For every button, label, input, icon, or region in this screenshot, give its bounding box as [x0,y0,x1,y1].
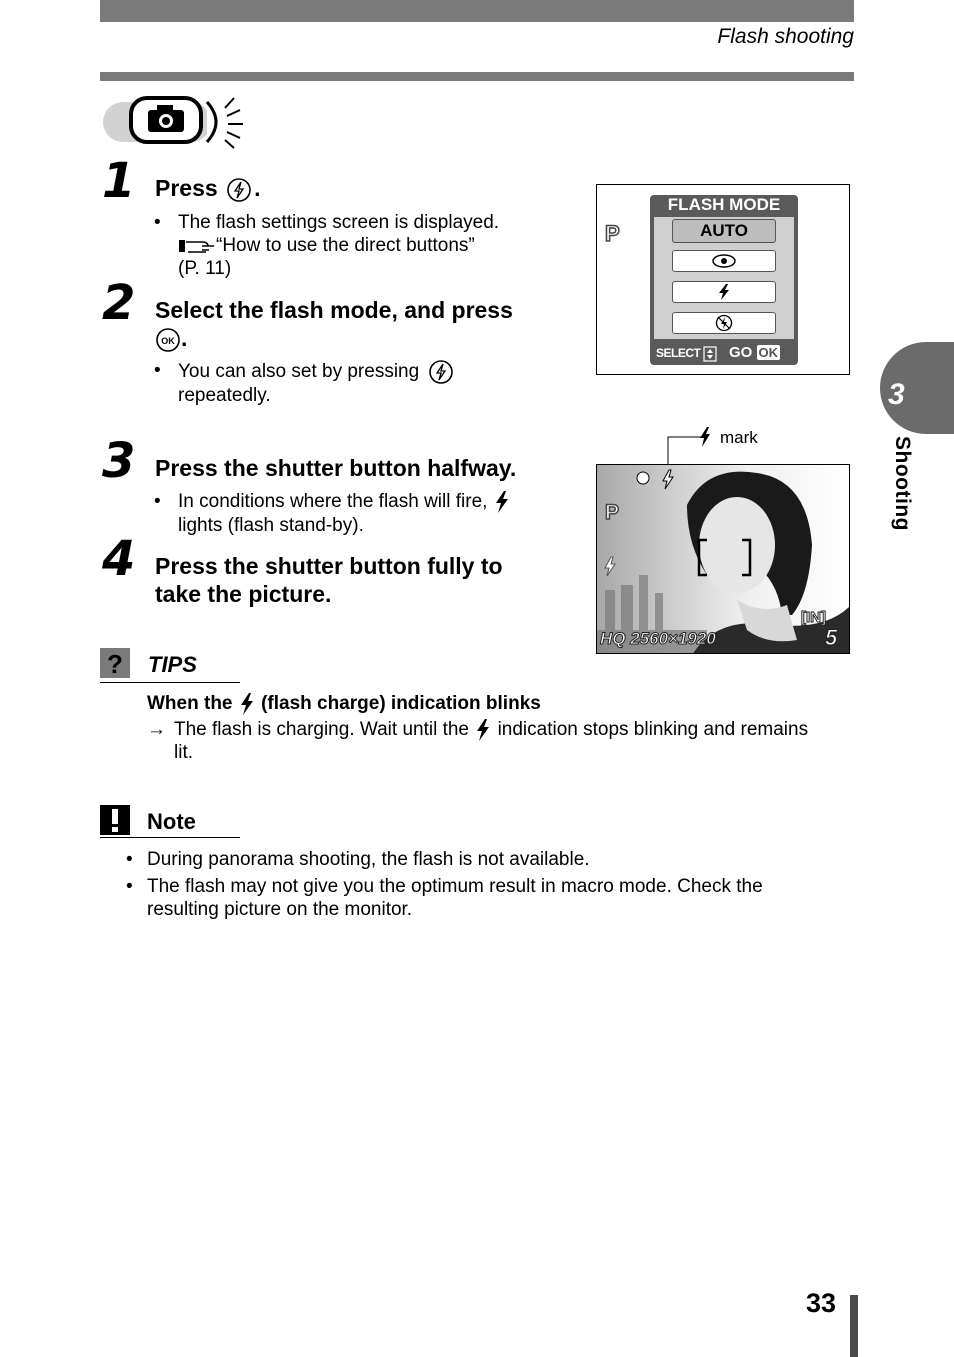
step-4-title-line2: take the picture. [155,581,332,607]
step-1-reference-text: “How to use the direct buttons” [216,235,475,256]
select-label: SELECT [656,346,701,360]
image-quality-label: HQ 2560×1920 [600,629,716,648]
step-1-title-period: . [254,175,261,201]
flash-charge-icon [474,718,492,742]
flash-off-icon [673,313,775,333]
note-label: Note [147,809,196,834]
flash-charge-icon [238,692,256,716]
go-hint [729,344,780,362]
note-item-1: During panorama shooting, the flash is not available. [147,849,590,870]
step-4-number: 4 [102,531,136,587]
flash-option-fill-in[interactable] [672,281,776,303]
exclamation-icon [100,805,130,835]
question-mark-icon [100,648,130,678]
memory-indicator: [IN] [801,609,826,626]
tips-heading [147,692,541,716]
flash-option-auto[interactable]: AUTO [672,219,776,243]
flash-button-icon [226,177,252,203]
page-number: 33 [806,1288,837,1318]
step-4-title: Press the shutter button fully to [155,553,503,579]
step-3-bullet: • In conditions where the flash will fire, [178,490,511,514]
preview-mode-letter: P [605,501,620,524]
ok-button-icon [155,327,181,353]
select-hint [656,345,717,362]
shots-remaining: 5 [825,625,838,650]
note-underline [100,837,240,838]
mark-label: mark [720,428,758,447]
note-bullet-2-dot: • [126,876,133,897]
chapter-label: Shooting [891,436,914,531]
step-2-bullet: • You can also set by pressing [178,359,454,385]
tips-body-line2: lit. [174,742,193,763]
up-down-arrow-icon [703,346,717,362]
step-1-title-text: Press [155,175,218,201]
step-2-number: 2 [102,275,136,331]
camera-preview-screen [596,464,850,654]
step-3-bullet-text: In conditions where the flash will fire, [178,491,488,513]
tips-body [174,718,808,742]
flash-button-icon [428,359,454,385]
ok-label: OK [758,345,779,360]
step-2-title: Select the flash mode, and press [155,297,513,323]
tips-icon [100,648,130,678]
step-1-bullet-text: The flash settings screen is displayed. [178,212,500,233]
step-1-number: 1 [102,153,136,209]
tips-body-post: indication stops blinking and remains [497,719,809,741]
mode-letter-p: P [605,221,620,246]
section-title: Flash shooting [717,25,854,48]
step-1-bullet: • The flash settings screen is displayed. [154,212,500,233]
header-bar [100,0,854,22]
note-item-2-line2: resulting picture on the monitor. [147,899,413,920]
step-2-title-line2 [155,324,187,353]
tips-body-pre: The flash is charging. Wait until the [174,719,469,741]
tips-heading-pre: When the [147,693,233,715]
camera-mode-dial-icon [101,94,251,150]
tips-heading-post: (flash charge) indication blinks [261,693,541,715]
tips-underline [100,682,240,683]
page-reference-icon [178,237,216,255]
step-2-title-period: . [181,325,188,351]
flash-menu-options [654,217,794,339]
svg-text:OK: OK [161,335,175,346]
flash-menu-panel [650,195,798,365]
note-icon [100,805,130,835]
step-2-bullet-text: You can also set by pressing [178,361,420,383]
section-rule [100,72,854,81]
flash-option-red-eye[interactable] [672,250,776,272]
chapter-number: 3 [888,378,905,411]
tips-label: TIPS [148,652,197,677]
step-3-number: 3 [102,433,136,489]
red-eye-icon [673,251,775,271]
flash-menu-title: FLASH MODE [667,195,781,214]
go-label: GO [729,344,753,361]
flash-charge-icon [493,490,511,514]
step-3-title: Press the shutter button halfway. [155,455,517,481]
step-1-reference-page: (P. 11) [178,258,232,279]
note-bullet-1-dot: • [126,849,133,870]
page-edge-bar [850,1295,858,1357]
flash-mark-icon [698,426,712,448]
step-1-reference [178,234,475,258]
step-3-bullet-line2: lights (flash stand-by). [178,515,364,536]
flash-mode-screen [596,184,850,375]
flash-on-icon [673,282,775,302]
tips-arrow: → [147,719,166,740]
note-item-2: The flash may not give you the optimum result in macro mode. Check the [147,876,763,897]
svg-text:?: ? [107,649,123,678]
flash-option-off[interactable] [672,312,776,334]
step-2-bullet-line2: repeatedly. [178,385,271,406]
step-1-title [155,174,260,203]
